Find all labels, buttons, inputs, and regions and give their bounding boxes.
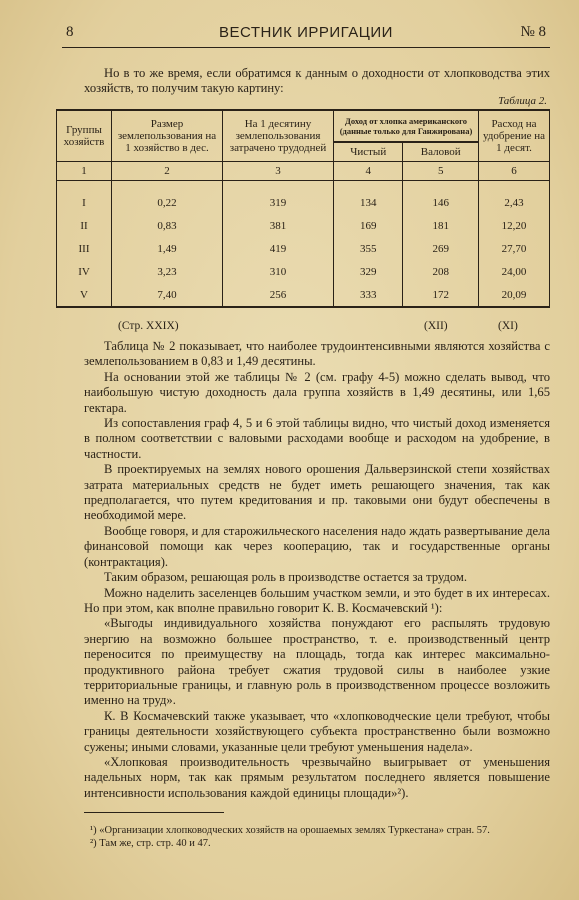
footnote: ¹) «Организации хлопководческих хозяйств на орошаемых землях Туркестана» стран. 57.: [90, 825, 490, 836]
header-income-group: Доход от хлопка американского (данные только для Ганжирована): [334, 110, 479, 142]
cell: 381: [223, 214, 334, 237]
cell: V: [57, 283, 112, 307]
paragraph: В проектируемых на землях нового орошения Дальверзинской степи хозяйствах затрата материальных средств не будет иметь решающего значения, так как предполагается, что путем кредитования и пр. таковыми они будут обеспечены в необходимой мере.: [84, 462, 550, 523]
running-header: [66, 24, 546, 46]
table-row: [57, 214, 550, 237]
cell: 319: [223, 191, 334, 214]
cell: 269: [403, 237, 479, 260]
cell: 181: [403, 214, 479, 237]
quote-paragraph: «Выгоды индивидуального хозяйства понуждают его распылять трудовую энергию на возможно большее пространство, т. е. производственный центр переносится по преимуществу на площадь, тогда как интерес максимально-продуктивного района требует сжатия трудовой силы в наиболее узкие территориальные границы, и главную роль в производственном процессе возложить именно на труд».: [84, 616, 550, 708]
cell: 1,49: [112, 237, 223, 260]
col-number: 4: [334, 162, 403, 181]
cell: 7,40: [112, 283, 223, 307]
cell: 256: [223, 283, 334, 307]
cell: 329: [334, 260, 403, 283]
quote-paragraph: «Хлопковая производительность чрезвычайно выигрывает от уменьшения надельных норм, так как прямым результатом последнего является повышение интенсивности использования каждой единицы площади»²).: [84, 754, 550, 800]
cell: 24,00: [479, 260, 550, 283]
footnotes: [84, 824, 550, 850]
header-land-size: Размер землепользования на 1 хозяйство в дес.: [112, 110, 223, 162]
table-row: [57, 237, 550, 260]
footnote-rule: [84, 812, 224, 813]
cell: 12,20: [479, 214, 550, 237]
header-groups: Группы хозяйств: [57, 110, 112, 162]
col-number: 2: [112, 162, 223, 181]
cell: 0,22: [112, 191, 223, 214]
intro-text: [84, 66, 550, 97]
issue-number: № 8: [520, 24, 546, 40]
col-number: 6: [479, 162, 550, 181]
cell: 146: [403, 191, 479, 214]
header-labor: На 1 десятину землепользования затрачено трудодней: [223, 110, 334, 162]
cell: 20,09: [479, 283, 550, 307]
body-text: [84, 339, 550, 801]
paragraph: К. В Космачевский также указывает, что «хлопководческие цели требуют, чтобы границы деятельности хозяйствующего субъекта пространственно были возможно сужены; иными словами, указанные цели требуют уменьшения надела».: [84, 708, 550, 754]
journal-title: ВЕСТНИК ИРРИГАЦИИ: [219, 24, 393, 41]
source-note: (XI): [498, 320, 518, 332]
header-net: Чистый: [334, 142, 403, 162]
header-gross: Валовой: [403, 142, 479, 162]
footnote: ²) Там же, стр. стр. 40 и 47.: [90, 838, 211, 849]
header-rule: [62, 47, 550, 48]
cell: I: [57, 191, 112, 214]
header-fertilizer: Расход на удобрение на 1 десят.: [479, 110, 550, 162]
table-row: [57, 260, 550, 283]
cell: III: [57, 237, 112, 260]
paragraph: Вообще говоря, и для старожильческого населения надо ждать развертывание дела финансовой помощи как через кооперацию, так и государственные органы (контрактация).: [84, 523, 550, 569]
intro-paragraph: Но в то же время, если обратимся к данным о доходности от хлопководства этих хозяйств, то получим такую картину:: [84, 66, 550, 96]
paragraph: На основании этой же таблицы № 2 (см. графу 4-5) можно сделать вывод, что наибольшую чистую доходность дала группа хозяйств в 1,49 десятины, или 1,65 гектара.: [84, 369, 550, 415]
column-number-row: [57, 162, 550, 181]
paragraph: Таблица № 2 показывает, что наиболее трудоинтенсивными являются хозяйства с землепользованием в 0,83 и 1,49 десятины.: [84, 339, 550, 369]
source-note: (Стр. XXIX): [118, 320, 179, 332]
table-row: [57, 191, 550, 214]
col-number: 5: [403, 162, 479, 181]
cell: 2,43: [479, 191, 550, 214]
page-number: 8: [66, 24, 74, 40]
paragraph: Можно наделить заселенцев большим участком земли, и это будет в их интересах. Но при этом, как вполне правильно говорит К. В. Космачевский ¹):: [84, 585, 550, 615]
cell: 27,70: [479, 237, 550, 260]
col-number: 1: [57, 162, 112, 181]
cell: 333: [334, 283, 403, 307]
cell: 0,83: [112, 214, 223, 237]
cell: 310: [223, 260, 334, 283]
cell: II: [57, 214, 112, 237]
cell: 419: [223, 237, 334, 260]
cell: 208: [403, 260, 479, 283]
cell: 169: [334, 214, 403, 237]
source-note: (XII): [424, 320, 448, 332]
paragraph: Таким образом, решающая роль в производстве остается за трудом.: [104, 570, 468, 585]
data-table: [56, 109, 550, 308]
table-row: [57, 283, 550, 307]
table-caption: Таблица 2.: [498, 95, 547, 107]
spacer-row: [57, 181, 550, 192]
cell: 172: [403, 283, 479, 307]
col-number: 3: [223, 162, 334, 181]
paragraph: Из сопоставления граф 4, 5 и 6 этой таблицы видно, что чистый доход изменяется в полном соответствии с валовыми расходами вообще и расходом на удобрение, в частности.: [84, 416, 550, 461]
cell: IV: [57, 260, 112, 283]
cell: 134: [334, 191, 403, 214]
cell: 3,23: [112, 260, 223, 283]
cell: 355: [334, 237, 403, 260]
